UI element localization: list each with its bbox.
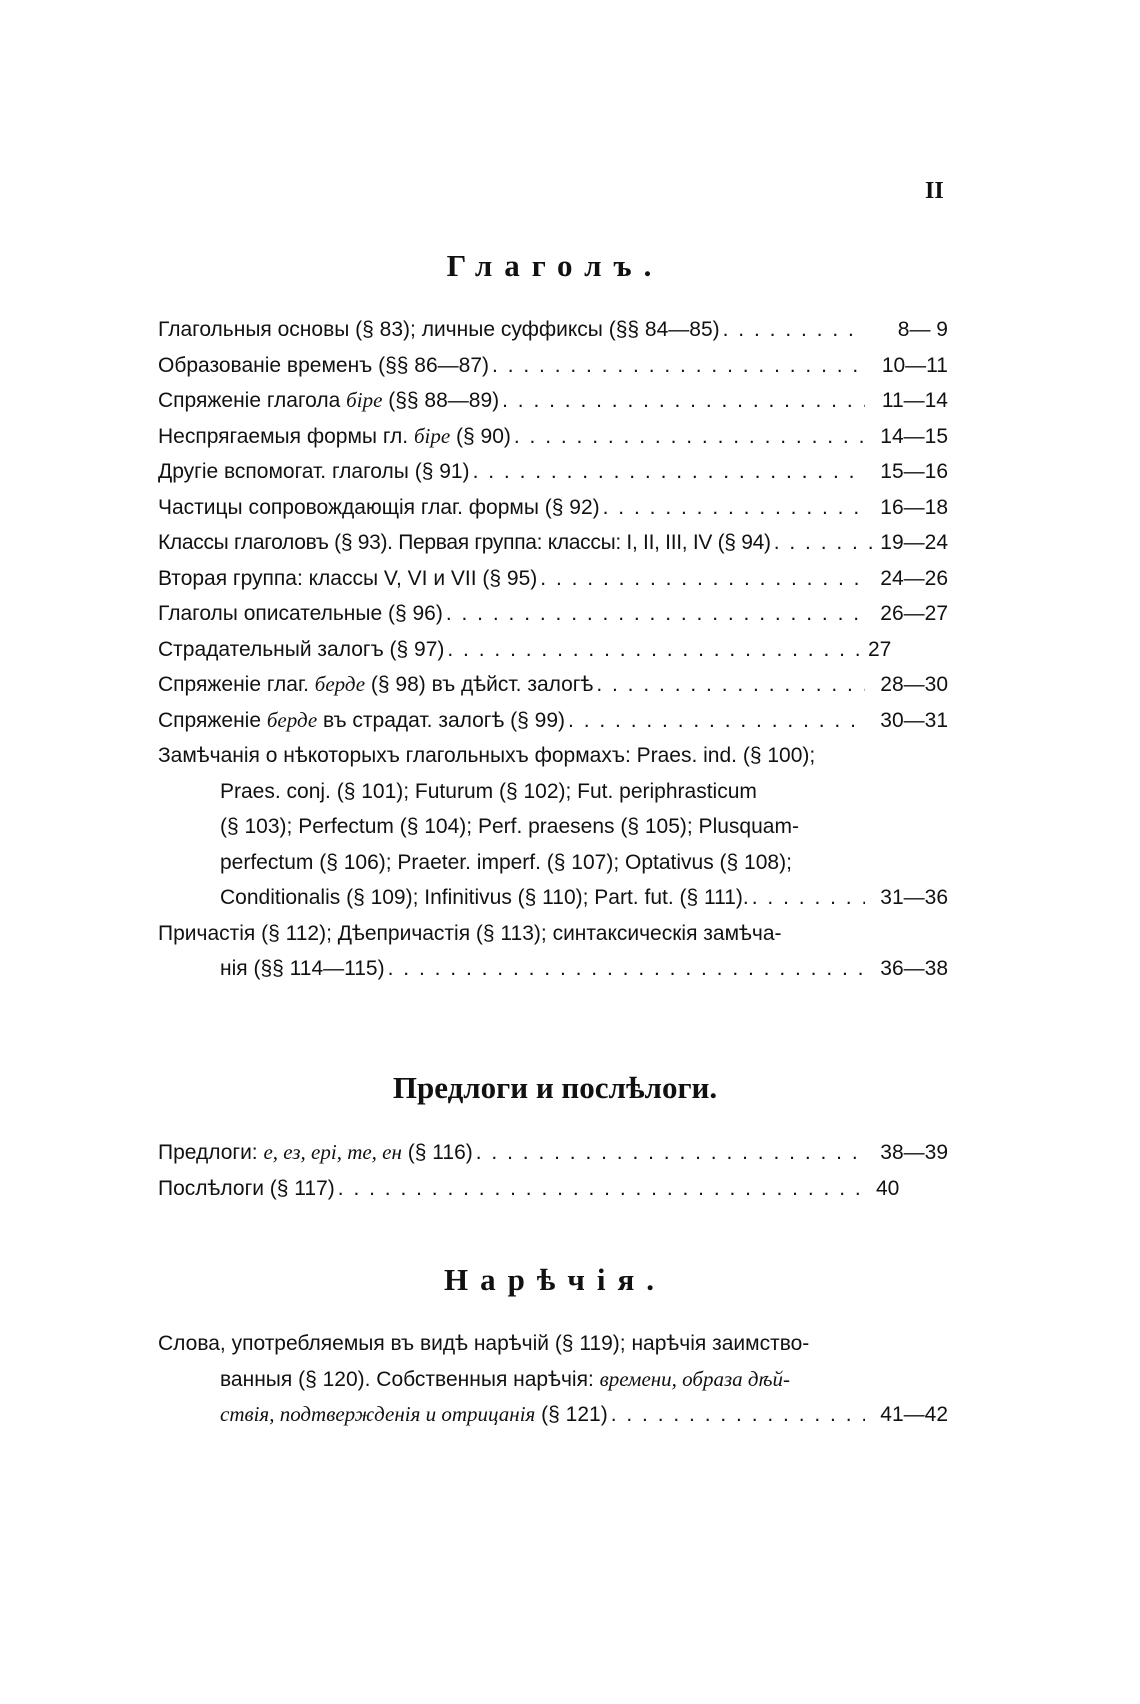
toc-entry-participles[interactable] (158, 916, 948, 987)
toc-entry-pages: 31—36 (880, 886, 948, 909)
toc-entry-pages: 16—18 (880, 495, 948, 519)
remarks-line: Praes. conj. (§ 101); Futurum (§ 102); Fut. periphrasticum (220, 779, 757, 803)
toc-entry[interactable] (158, 383, 948, 419)
toc-entry-text: Неспрягаемыя формы гл. біре (§ 90) (158, 423, 511, 448)
toc-entry-pages: 8— 9 (897, 318, 948, 341)
toc-entry-pages: 40 (876, 1176, 900, 1200)
toc-entry[interactable] (158, 1171, 948, 1207)
adverbs-line: ванныя (§ 120). Собственныя нарѣчія: времени, образа дѣй- (220, 1366, 791, 1391)
toc-entry-pages: 28—30 (880, 673, 948, 696)
toc-entry[interactable] (158, 667, 948, 703)
toc-entry-text: Частицы сопровождающія глаг. формы (§ 92) (158, 495, 600, 519)
toc-entry-text: Страдательный залогъ (§ 97) (158, 637, 445, 661)
toc-entry-pages: 15—16 (880, 460, 948, 483)
toc-entry-pages: 11—14 (881, 389, 948, 412)
toc-entry-adverbs[interactable] (158, 1326, 948, 1433)
toc-entry[interactable] (158, 419, 948, 455)
toc-verb (158, 312, 948, 987)
toc-entry-text: Образованіе временъ (§§ 86—87) (158, 353, 490, 377)
page-number: II (925, 178, 944, 204)
remarks-line: Замѣчанія о нѣкоторыхъ глагольныхъ формахъ: Praes. ind. (§ 100); (158, 744, 816, 767)
toc-entry-pages: 30—31 (880, 708, 948, 732)
toc-entry-text: Спряженіе глаг. берде (§ 98) въ дѣйст. залогѣ (158, 672, 594, 696)
toc-entry-text: Другіе вспомогат. глаголы (§ 91) (158, 460, 470, 483)
toc-entry-text: Глагольныя основы (§ 83); личные суффиксы (§§ 84—85) (158, 318, 720, 341)
toc-entry[interactable] (158, 454, 948, 490)
remarks-line: Conditionalis (§ 109); Infinitivus (§ 110); Part. fut. (§ 111). (220, 886, 749, 909)
toc-entry-pages: 24—26 (880, 566, 948, 590)
toc-entry[interactable] (158, 632, 948, 668)
section-title-adverbs: Нарѣчія. (443, 1262, 667, 1297)
toc-entry[interactable] (158, 490, 948, 526)
toc-entry-text: Спряженіе берде въ страдат. залогѣ (§ 99) (158, 707, 566, 732)
remarks-line: perfectum (§ 106); Praeter. imperf. (§ 107); Optativus (§ 108); (220, 850, 792, 874)
section-title-prepositions: Предлоги и послѣлоги. (392, 1070, 718, 1105)
toc-adverbs (158, 1326, 948, 1433)
toc-entry[interactable] (158, 525, 948, 561)
toc-entry[interactable] (158, 561, 948, 597)
adverbs-line: Слова, употребляемыя въ видѣ нарѣчій (§ 119); нарѣчія заимство- (158, 1332, 810, 1355)
toc-entry-pages: 41—42 (880, 1403, 948, 1426)
toc-entry[interactable] (158, 1135, 948, 1171)
toc-prepositions (158, 1135, 948, 1206)
toc-entry-text: Глаголы описательные (§ 96) (158, 602, 443, 625)
section-title-verb: Глаголъ. (446, 248, 664, 283)
adverbs-line: ствія, подтвержденія и отрицанія (§ 121) (220, 1402, 608, 1426)
toc-entry-text: Спряженіе глагола біре (§§ 88—89) (158, 388, 500, 412)
toc-entry-pages: 38—39 (880, 1141, 948, 1164)
toc-entry-pages: 27 (868, 637, 892, 661)
toc-entry-pages: 36—38 (880, 957, 948, 980)
toc-entry-text: Послѣлоги (§ 117) (158, 1176, 335, 1200)
toc-entry-pages: 26—27 (880, 602, 948, 625)
remarks-line: (§ 103); Perfectum (§ 104); Perf. praesens (§ 105); Plusquam- (220, 815, 799, 838)
toc-entry-text: Предлоги: е, ез, ері, те, ен (§ 116) (158, 1140, 473, 1164)
toc-entry[interactable] (158, 596, 948, 632)
toc-entry-remarks[interactable] (158, 738, 948, 916)
toc-entry[interactable] (158, 703, 948, 739)
toc-entry-text: Вторая группа: классы V, VI и VII (§ 95) (158, 566, 538, 590)
toc-entry-text: Классы глаголовъ (§ 93). Первая группа: классы: I, II, III, IV (§ 94) (158, 531, 771, 554)
toc-entry-pages: 10—11 (881, 353, 948, 377)
toc-entry[interactable] (158, 348, 948, 384)
toc-entry-pages: 19—24 (880, 531, 948, 554)
toc-entry-pages: 14—15 (880, 424, 948, 448)
participles-line: Причастія (§ 112); Дѣепричастія (§ 113); синтаксическія замѣча- (158, 921, 782, 945)
participles-line: нія (§§ 114—115) (220, 957, 385, 980)
toc-entry[interactable] (158, 312, 948, 348)
